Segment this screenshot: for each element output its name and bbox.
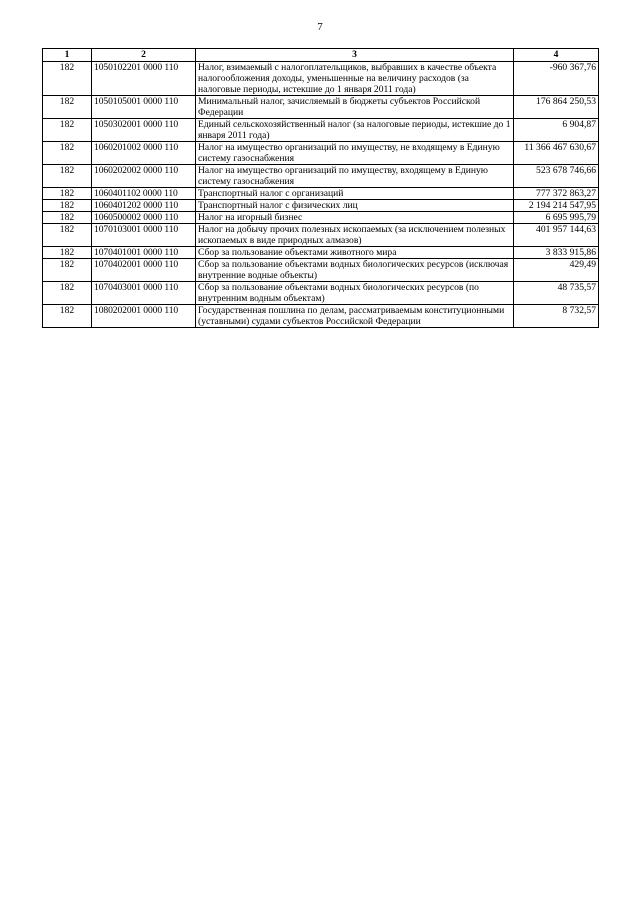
description-cell: Налог на имущество организаций по имуществу, входящему в Единую систему газоснабжения <box>196 165 514 188</box>
table-row <box>43 200 599 212</box>
amount-cell: 429,49 <box>514 259 599 282</box>
budget-code-cell: 1050105001 0000 110 <box>92 96 196 119</box>
amount-cell: 6 904,87 <box>514 119 599 142</box>
amount-cell: 523 678 746,66 <box>514 165 599 188</box>
amount-cell: 6 695 995,79 <box>514 212 599 224</box>
admin-code-cell: 182 <box>43 188 92 200</box>
admin-code-cell: 182 <box>43 119 92 142</box>
description-cell: Сбор за пользование объектами животного мира <box>196 247 514 259</box>
budget-code-cell: 1070402001 0000 110 <box>92 259 196 282</box>
table-row <box>43 119 599 142</box>
table-row <box>43 305 599 328</box>
description-cell: Налог, взимаемый с налогоплательщиков, выбравших в качестве объекта налогообложения доходы, уменьшенные на величину расходов (за налоговые периоды, истекшие до 1 января 2011 года) <box>196 62 514 96</box>
table-row <box>43 259 599 282</box>
header-row <box>43 49 599 62</box>
amount-cell: 11 366 467 630,67 <box>514 142 599 165</box>
admin-code-cell: 182 <box>43 200 92 212</box>
admin-code-cell: 182 <box>43 62 92 96</box>
amount-cell: 48 735,57 <box>514 282 599 305</box>
header-col-4: 4 <box>514 49 599 62</box>
amount-cell: 2 194 214 547,95 <box>514 200 599 212</box>
table-row <box>43 165 599 188</box>
budget-code-cell: 1070403001 0000 110 <box>92 282 196 305</box>
description-cell: Налог на имущество организаций по имуществу, не входящему в Единую систему газоснабжения <box>196 142 514 165</box>
table-row <box>43 282 599 305</box>
table-row <box>43 62 599 96</box>
amount-cell: 401 957 144,63 <box>514 224 599 247</box>
admin-code-cell: 182 <box>43 282 92 305</box>
budget-code-cell: 1060500002 0000 110 <box>92 212 196 224</box>
description-cell: Единый сельскохозяйственный налог (за налоговые периоды, истекшие до 1 января 2011 года) <box>196 119 514 142</box>
description-cell: Сбор за пользование объектами водных биологических ресурсов (исключая внутренние водные объекты) <box>196 259 514 282</box>
description-cell: Минимальный налог, зачисляемый в бюджеты субъектов Российской Федерации <box>196 96 514 119</box>
budget-code-cell: 1060201002 0000 110 <box>92 142 196 165</box>
description-cell: Сбор за пользование объектами водных биологических ресурсов (по внутренним водным объектам) <box>196 282 514 305</box>
description-cell: Налог на добычу прочих полезных ископаемых (за исключением полезных ископаемых в виде природных алмазов) <box>196 224 514 247</box>
budget-code-cell: 1060401202 0000 110 <box>92 200 196 212</box>
header-col-2: 2 <box>92 49 196 62</box>
admin-code-cell: 182 <box>43 247 92 259</box>
admin-code-cell: 182 <box>43 259 92 282</box>
admin-code-cell: 182 <box>43 96 92 119</box>
admin-code-cell: 182 <box>43 224 92 247</box>
admin-code-cell: 182 <box>43 165 92 188</box>
budget-code-cell: 1070103001 0000 110 <box>92 224 196 247</box>
table-row <box>43 188 599 200</box>
description-cell: Транспортный налог с организаций <box>196 188 514 200</box>
admin-code-cell: 182 <box>43 305 92 328</box>
table-row <box>43 142 599 165</box>
header-col-3: 3 <box>196 49 514 62</box>
budget-table <box>42 48 599 328</box>
budget-code-cell: 1050302001 0000 110 <box>92 119 196 142</box>
table-row <box>43 247 599 259</box>
budget-code-cell: 1060202002 0000 110 <box>92 165 196 188</box>
amount-cell: 3 833 915,86 <box>514 247 599 259</box>
amount-cell: 176 864 250,53 <box>514 96 599 119</box>
amount-cell: 8 732,57 <box>514 305 599 328</box>
table-row <box>43 96 599 119</box>
budget-code-cell: 1070401001 0000 110 <box>92 247 196 259</box>
table-row <box>43 212 599 224</box>
amount-cell: 777 372 863,27 <box>514 188 599 200</box>
admin-code-cell: 182 <box>43 142 92 165</box>
table-row <box>43 224 599 247</box>
description-cell: Государственная пошлина по делам, рассматриваемым конституционными (уставными) судами субъектов Российской Федерации <box>196 305 514 328</box>
admin-code-cell: 182 <box>43 212 92 224</box>
description-cell: Транспортный налог с физических лиц <box>196 200 514 212</box>
page-number: 7 <box>317 21 323 33</box>
budget-code-cell: 1060401102 0000 110 <box>92 188 196 200</box>
budget-code-cell: 1050102201 0000 110 <box>92 62 196 96</box>
description-cell: Налог на игорный бизнес <box>196 212 514 224</box>
amount-cell: -960 367,76 <box>514 62 599 96</box>
budget-code-cell: 1080202001 0000 110 <box>92 305 196 328</box>
header-col-1: 1 <box>43 49 92 62</box>
